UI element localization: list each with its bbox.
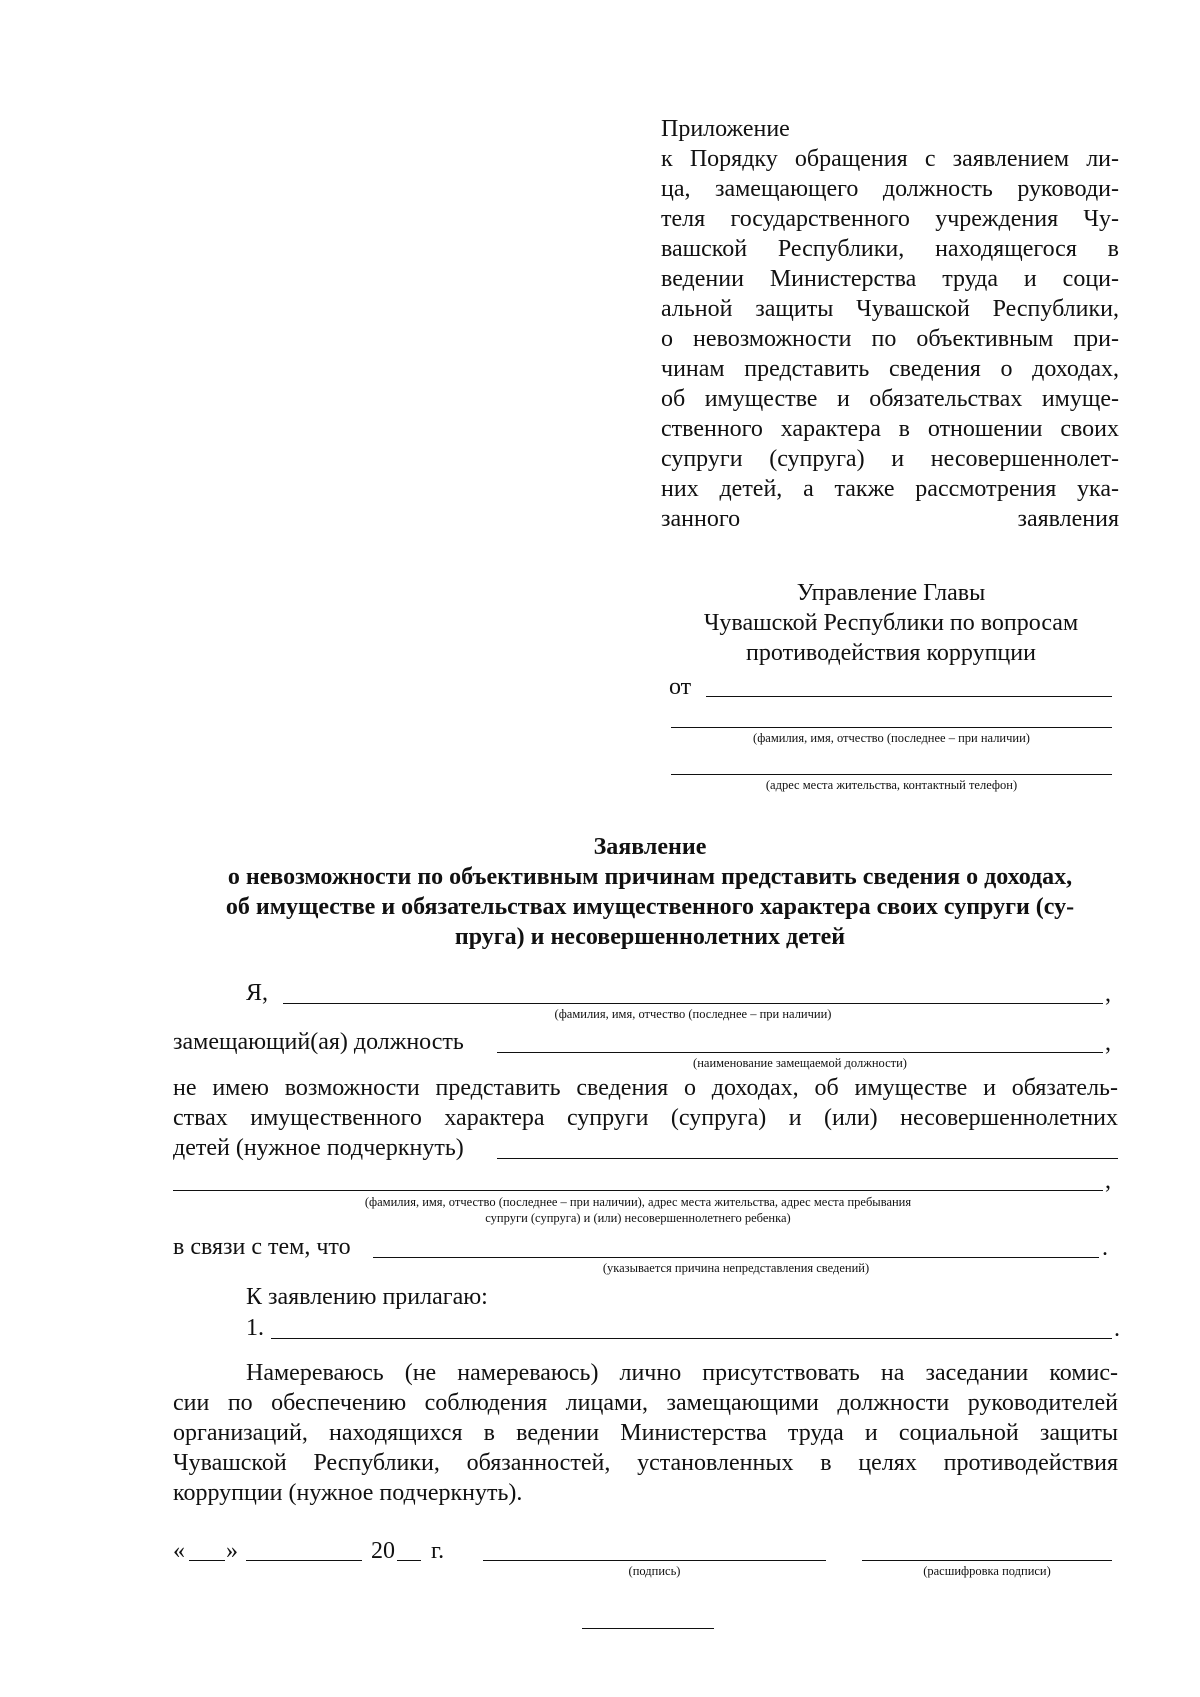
quote-open: «	[173, 1538, 185, 1564]
intent-paragraph	[173, 1358, 1118, 1508]
intent-line: Чувашской Республики, обязанностей, установленных в целях противодействия	[173, 1450, 1118, 1476]
caption-relatives-line: (фамилия, имя, отчество (последнее – при наличии), адрес места жительства, адрес места пребывания	[364, 1195, 912, 1209]
appendix-line: ца, замещающего должность руководи-	[661, 176, 1119, 202]
intent-last-line: коррупции (нужное подчеркнуть).	[173, 1480, 523, 1506]
relatives-blank-line-2[interactable]	[173, 1190, 1103, 1191]
appendix-line: занного заявления	[661, 506, 1119, 532]
caption-address: (адрес места жительства, контактный телефон)	[765, 778, 1018, 792]
appendix-block	[661, 114, 1119, 534]
footer-separator	[582, 1628, 714, 1629]
appendix-line: ведении Министерства труда и соци-	[661, 266, 1119, 292]
appendix-line: чинам представить сведения о доходах,	[661, 356, 1119, 382]
intent-line: Намереваюсь (не намереваюсь) лично присутствовать на заседании комис-	[246, 1360, 1118, 1386]
paragraph-line: ствах имущественного характера супруги (супруга) и (или) несовершеннолетних	[173, 1105, 1118, 1131]
period: .	[1114, 1316, 1120, 1342]
comma: ,	[1105, 1168, 1111, 1194]
appendix-line: вашской Республики, находящегося в	[661, 236, 1119, 262]
year-blank-line[interactable]	[397, 1560, 421, 1561]
attach-label: К заявлению прилагаю:	[246, 1284, 488, 1310]
attach-item-number: 1.	[246, 1315, 264, 1341]
decoding-blank-line[interactable]	[862, 1560, 1112, 1561]
from-blank-line[interactable]	[706, 696, 1112, 697]
caption-fio: (фамилия, имя, отчество (последнее – при наличии)	[554, 1007, 832, 1021]
signature-blank-line[interactable]	[483, 1560, 826, 1561]
caption-reason: (указывается причина непредставления сведений)	[602, 1261, 870, 1275]
appendix-line: супруги (супруга) и несовершеннолет-	[661, 446, 1119, 472]
statement-subtitle-line: об имуществе и обязательствах имущественного характера своих супруги (су-	[225, 894, 1075, 920]
appendix-text	[661, 144, 1119, 534]
addressee-line: Управление Главы	[796, 580, 986, 606]
attach-blank-line[interactable]	[271, 1338, 1112, 1339]
caption-signature: (подпись)	[628, 1564, 681, 1578]
appendix-title: Приложение	[661, 116, 790, 142]
appendix-line: ственного характера в отношении своих	[661, 416, 1119, 442]
addressee-line: противодействия коррупции	[746, 640, 1036, 666]
year-prefix: 20	[371, 1538, 395, 1564]
caption-name: (фамилия, имя, отчество (последнее – при наличии)	[753, 731, 1030, 745]
comma: ,	[1105, 981, 1111, 1007]
caption-relatives	[173, 1194, 1103, 1226]
reason-label: в связи с тем, что	[173, 1234, 351, 1260]
caption-position: (наименование замещаемой должности)	[693, 1056, 907, 1070]
appendix-line: альной защиты Чувашской Республики,	[661, 296, 1119, 322]
appendix-line: о невозможности по объективным при-	[661, 326, 1119, 352]
statement-subtitle-line: о невозможности по объективным причинам представить сведения о доходах,	[227, 864, 1073, 890]
intent-justified	[173, 1388, 1118, 1418]
addressee-line: Чувашской Республики по вопросам	[703, 610, 1079, 636]
month-blank-line[interactable]	[246, 1560, 362, 1561]
intent-justified	[173, 1418, 1118, 1448]
position-blank-line[interactable]	[497, 1052, 1103, 1053]
appendix-line: об имуществе и обязательствах имуще-	[661, 386, 1119, 412]
quote-close: »	[226, 1538, 238, 1564]
from-label: от	[669, 674, 692, 700]
paragraph-last-line: детей (нужное подчеркнуть)	[173, 1135, 464, 1161]
paragraph-line: не имею возможности представить сведения о доходах, об имуществе и обязатель-	[173, 1075, 1118, 1101]
reason-blank-line[interactable]	[373, 1257, 1099, 1258]
relatives-blank-line-1[interactable]	[497, 1158, 1118, 1159]
caption-decoding: (расшифровка подписи)	[923, 1564, 1051, 1578]
appendix-line: к Порядку обращения с заявлением ли-	[661, 146, 1119, 172]
intent-line: организаций, находящихся в ведении Министерства труда и социальной защиты	[173, 1420, 1118, 1446]
statement-heading	[150, 832, 1150, 952]
position-label: замещающий(ая) должность	[173, 1029, 464, 1055]
intent-justified	[173, 1448, 1118, 1478]
caption-relatives-line: супруги (супруга) и (или) несовершеннолетнего ребенка)	[485, 1211, 791, 1225]
relatives-paragraph	[173, 1073, 1118, 1133]
day-blank-line[interactable]	[189, 1560, 225, 1561]
address-blank-line[interactable]	[671, 774, 1112, 775]
addressee-block	[662, 578, 1120, 668]
statement-title: Заявление	[593, 834, 707, 860]
year-suffix: г.	[431, 1538, 445, 1564]
appendix-line: теля государственного учреждения Чу-	[661, 206, 1119, 232]
comma: ,	[1105, 1030, 1111, 1056]
intent-justified	[173, 1358, 1118, 1388]
period: .	[1102, 1235, 1108, 1261]
statement-subtitle-line: пруга) и несовершеннолетних детей	[454, 924, 846, 950]
i-label: Я,	[246, 980, 269, 1006]
name-blank-line[interactable]	[671, 727, 1112, 728]
intent-line: сии по обеспечению соблюдения лицами, замещающими должности руководителей	[173, 1390, 1118, 1416]
fio-blank-line[interactable]	[283, 1003, 1103, 1004]
appendix-line: них детей, а также рассмотрения ука-	[661, 476, 1119, 502]
